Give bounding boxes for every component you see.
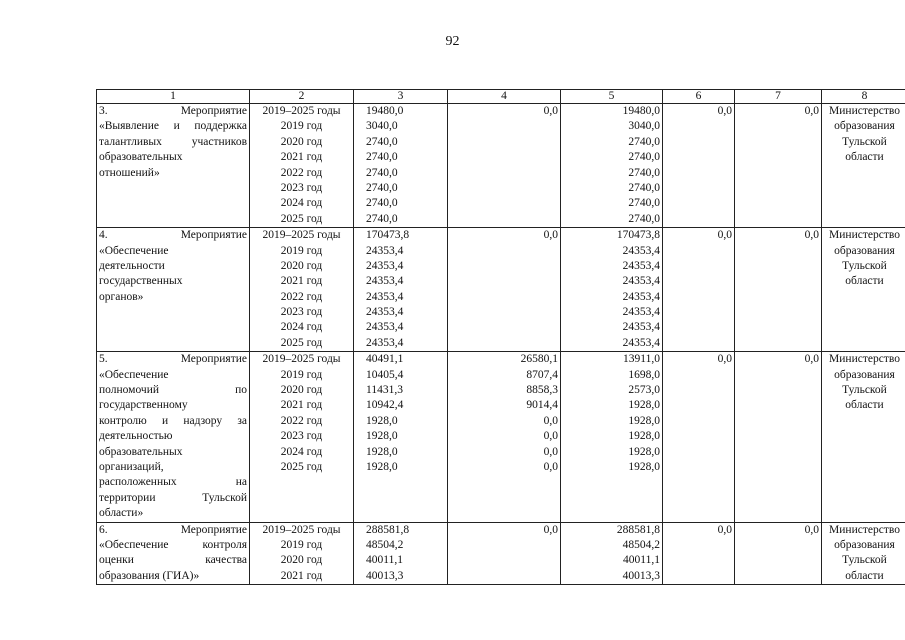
period: 2020 год (280, 384, 323, 397)
total-amount: 24353,4 (366, 336, 404, 349)
table-row (97, 104, 905, 228)
total-amount: 1928,0 (366, 430, 398, 443)
municipal-amount-cell (663, 352, 735, 522)
regional-amount: 2740,0 (628, 212, 660, 225)
other-amount-cell (735, 228, 822, 352)
regional-amount: 24353,4 (622, 244, 660, 257)
responsible-executor: области (845, 569, 884, 582)
total-amount: 2740,0 (366, 212, 398, 225)
federal-amount: 8707,4 (526, 368, 558, 381)
regional-amount: 2573,0 (628, 384, 660, 397)
regional-amount: 24353,4 (622, 336, 660, 349)
other-amount: 0,0 (804, 523, 819, 536)
activity-name: деятельности (99, 259, 165, 272)
total-amount: 3040,0 (366, 120, 398, 133)
activity-name: контролю и надзору за (99, 414, 247, 427)
responsible-executor: Министерство (829, 229, 900, 242)
federal-amount: 0,0 (543, 229, 558, 242)
regional-amount: 48504,2 (622, 538, 660, 551)
total-amount: 11431,3 (366, 384, 403, 397)
total-amount-cell (354, 228, 448, 352)
responsible-executor: Министерство (829, 523, 900, 536)
table-row (97, 352, 905, 522)
period-cell (250, 104, 354, 228)
column-header: 5 (561, 90, 663, 104)
responsible-executor: области (845, 275, 884, 288)
column-header: 6 (663, 90, 735, 104)
responsible-executor: Министерство (829, 353, 900, 366)
period: 2021 год (280, 399, 323, 412)
period: 2023 год (280, 306, 323, 319)
header-row (97, 90, 905, 104)
municipal-amount-cell (663, 104, 735, 228)
federal-amount-cell (448, 352, 561, 522)
responsible-executor: Министерство (829, 105, 900, 117)
municipal-amount: 0,0 (717, 353, 732, 366)
period: 2019 год (280, 120, 323, 133)
federal-amount: 26580,1 (520, 353, 558, 366)
responsible-executor: области (845, 399, 884, 412)
federal-amount: 0,0 (543, 430, 558, 443)
regional-amount: 24353,4 (622, 290, 660, 303)
regional-amount: 170473,8 (616, 229, 660, 242)
period-cell (250, 352, 354, 522)
activity-name: оценки качества (99, 554, 247, 567)
regional-amount: 1928,0 (628, 399, 660, 412)
activity-name: образовательных (99, 445, 183, 458)
period: 2022 год (280, 166, 323, 179)
total-amount: 1928,0 (366, 445, 398, 458)
other-amount: 0,0 (804, 353, 819, 366)
period: 2025 год (280, 460, 323, 473)
column-header: 8 (822, 90, 905, 104)
total-amount: 10942,4 (366, 399, 404, 412)
activity-name: «Обеспечение (99, 244, 169, 257)
federal-amount: 0,0 (543, 105, 558, 117)
municipal-amount-cell (663, 522, 735, 585)
column-header: 2 (250, 90, 354, 104)
total-amount: 24353,4 (366, 290, 404, 303)
regional-amount: 19480,0 (622, 105, 660, 117)
regional-amount: 13911,0 (623, 353, 660, 366)
federal-amount: 9014,4 (526, 399, 558, 412)
responsible-executor: Тульской (842, 135, 887, 148)
total-amount: 2740,0 (366, 135, 398, 148)
period: 2025 год (280, 212, 323, 225)
period: 2022 год (280, 414, 323, 427)
responsible-executor: Тульской (842, 384, 887, 397)
period: 2025 год (280, 336, 323, 349)
table-row (97, 228, 905, 352)
regional-amount: 2740,0 (628, 166, 660, 179)
period: 2022 год (280, 290, 323, 303)
activity-name: образования (ГИА)» (99, 569, 200, 582)
period: 2024 год (280, 321, 323, 334)
regional-amount: 24353,4 (622, 275, 660, 288)
period: 2019–2025 годы (262, 105, 341, 117)
total-amount-cell (354, 104, 448, 228)
period: 2019 год (280, 244, 323, 257)
regional-amount: 1928,0 (628, 430, 660, 443)
activity-name: деятельностью (99, 430, 173, 443)
regional-amount-cell (561, 522, 663, 585)
period: 2021 год (280, 569, 323, 582)
regional-amount-cell (561, 104, 663, 228)
activity-name-cell (97, 522, 250, 585)
activity-name: полномочий по (99, 384, 247, 397)
total-amount: 48504,2 (366, 538, 404, 551)
regional-amount: 1928,0 (628, 414, 660, 427)
period-cell (250, 228, 354, 352)
total-amount-cell (354, 522, 448, 585)
regional-amount: 24353,4 (622, 321, 660, 334)
other-amount: 0,0 (804, 105, 819, 117)
responsible-executor: образования (834, 120, 895, 133)
other-amount-cell (735, 104, 822, 228)
period: 2019–2025 годы (262, 523, 341, 536)
activity-name-cell (97, 104, 250, 228)
regional-amount: 2740,0 (628, 197, 660, 210)
regional-amount: 2740,0 (628, 135, 660, 148)
federal-amount-cell (448, 522, 561, 585)
regional-amount: 40011,1 (623, 554, 660, 567)
regional-amount: 24353,4 (622, 306, 660, 319)
federal-amount-cell (448, 228, 561, 352)
period: 2019 год (280, 538, 323, 551)
activity-name: «Обеспечение контроля (99, 538, 247, 551)
total-amount: 24353,4 (366, 244, 404, 257)
total-amount: 2740,0 (366, 181, 398, 194)
responsible-executor-cell (822, 522, 905, 585)
federal-amount: 8858,3 (526, 384, 558, 397)
responsible-executor-cell (822, 228, 905, 352)
column-header: 1 (97, 90, 250, 104)
regional-amount: 1698,0 (628, 368, 660, 381)
regional-amount: 2740,0 (628, 181, 660, 194)
total-amount: 24353,4 (366, 275, 404, 288)
other-amount-cell (735, 352, 822, 522)
period-cell (250, 522, 354, 585)
municipal-amount: 0,0 (717, 105, 732, 117)
total-amount: 19480,0 (366, 105, 404, 117)
period: 2023 год (280, 181, 323, 194)
column-header: 3 (354, 90, 448, 104)
total-amount: 40011,1 (366, 554, 403, 567)
other-amount-cell (735, 522, 822, 585)
page-number: 92 (445, 34, 460, 49)
responsible-executor: Тульской (842, 554, 887, 567)
federal-amount: 0,0 (543, 445, 558, 458)
period: 2019–2025 годы (262, 353, 341, 366)
total-amount: 10405,4 (366, 368, 404, 381)
activity-name: отношений» (99, 166, 160, 179)
total-amount: 2740,0 (366, 166, 398, 179)
municipal-amount-cell (663, 228, 735, 352)
activity-name: территории Тульской (99, 491, 247, 504)
regional-amount-cell (561, 228, 663, 352)
regional-amount: 1928,0 (628, 445, 660, 458)
activity-name-cell (97, 352, 250, 522)
responsible-executor-cell (822, 352, 905, 522)
activity-name: талантливых участников (99, 135, 247, 148)
responsible-executor: области (845, 151, 884, 164)
regional-amount: 3040,0 (628, 120, 660, 133)
column-header: 7 (735, 90, 822, 104)
total-amount: 40491,1 (366, 353, 404, 366)
total-amount: 1928,0 (366, 460, 398, 473)
period: 2020 год (280, 135, 323, 148)
period: 2023 год (280, 430, 323, 443)
activity-name: 6. Мероприятие (99, 523, 247, 536)
activity-name-cell (97, 228, 250, 352)
federal-amount: 0,0 (543, 523, 558, 536)
activity-name: государственных (99, 275, 183, 288)
period: 2019–2025 годы (262, 229, 341, 242)
responsible-executor: образования (834, 368, 895, 381)
period: 2019 год (280, 368, 323, 381)
table-row (97, 522, 905, 585)
activity-name: 3. Мероприятие (99, 105, 247, 117)
total-amount: 288581,8 (366, 523, 410, 536)
total-amount: 24353,4 (366, 321, 404, 334)
activity-name: «Обеспечение (99, 368, 169, 381)
regional-amount-cell (561, 352, 663, 522)
period: 2021 год (280, 151, 323, 164)
total-amount: 24353,4 (366, 259, 404, 272)
activity-name: 5. Мероприятие (99, 353, 247, 366)
responsible-executor: Тульской (842, 259, 887, 272)
activity-name: области» (99, 507, 144, 520)
column-header: 4 (448, 90, 561, 104)
federal-amount: 0,0 (543, 414, 558, 427)
total-amount: 40013,3 (366, 569, 404, 582)
activity-name: 4. Мероприятие (99, 229, 247, 242)
budget-table (96, 89, 905, 585)
activity-name: органов» (99, 290, 144, 303)
federal-amount: 0,0 (543, 460, 558, 473)
regional-amount: 1928,0 (628, 460, 660, 473)
regional-amount: 40013,3 (622, 569, 660, 582)
period: 2020 год (280, 554, 323, 567)
regional-amount: 288581,8 (616, 523, 660, 536)
activity-name: образовательных (99, 151, 183, 164)
regional-amount: 24353,4 (622, 259, 660, 272)
other-amount: 0,0 (804, 229, 819, 242)
total-amount: 170473,8 (366, 229, 410, 242)
activity-name: расположенных на (99, 476, 247, 489)
period: 2024 год (280, 197, 323, 210)
activity-name: государственному (99, 399, 188, 412)
period: 2021 год (280, 275, 323, 288)
total-amount: 1928,0 (366, 414, 398, 427)
responsible-executor: образования (834, 244, 895, 257)
federal-amount-cell (448, 104, 561, 228)
regional-amount: 2740,0 (628, 151, 660, 164)
total-amount: 2740,0 (366, 151, 398, 164)
activity-name: «Выявление и поддержка (99, 120, 247, 133)
period: 2024 год (280, 445, 323, 458)
activity-name: организаций, (99, 460, 164, 473)
municipal-amount: 0,0 (717, 523, 732, 536)
period: 2020 год (280, 259, 323, 272)
total-amount: 2740,0 (366, 197, 398, 210)
responsible-executor-cell (822, 104, 905, 228)
total-amount: 24353,4 (366, 306, 404, 319)
municipal-amount: 0,0 (717, 229, 732, 242)
responsible-executor: образования (834, 538, 895, 551)
total-amount-cell (354, 352, 448, 522)
